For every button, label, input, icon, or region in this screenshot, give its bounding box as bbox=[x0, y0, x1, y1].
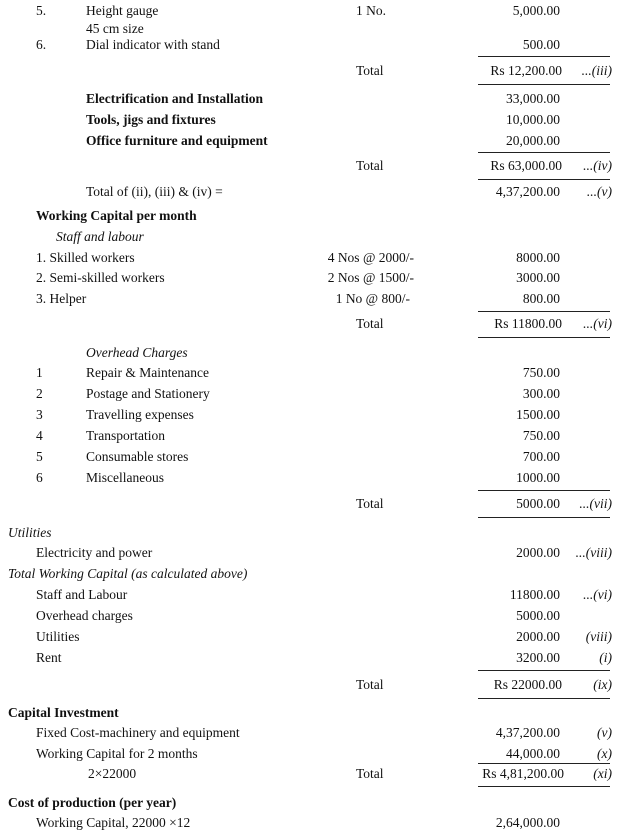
item-ref: ...(viii) bbox=[575, 545, 612, 560]
total-row bbox=[0, 315, 624, 335]
item-description: Staff and Labour bbox=[36, 587, 128, 602]
item-amount: 750.00 bbox=[522, 365, 560, 380]
item-ref: (v) bbox=[597, 725, 612, 740]
item-amount: 700.00 bbox=[522, 449, 560, 464]
item-description: Total of (ii), (iii) & (iv) = bbox=[86, 184, 223, 199]
item-amount: 44,000.00 bbox=[506, 746, 560, 761]
item-amount: 800.00 bbox=[522, 291, 560, 306]
item-description: Height gauge bbox=[86, 3, 159, 18]
rule bbox=[478, 698, 610, 699]
total-ref: (xi) bbox=[593, 766, 612, 781]
item-description: Rent bbox=[36, 650, 62, 665]
item-ref: ...(vi) bbox=[583, 587, 612, 602]
item-quantity: 1 No @ 800/- bbox=[335, 291, 410, 306]
item-number: 2 bbox=[36, 386, 43, 401]
table-row bbox=[0, 90, 624, 110]
table-row bbox=[0, 249, 624, 269]
item-description: 2. Semi-skilled workers bbox=[36, 270, 165, 285]
subsection-heading bbox=[0, 344, 624, 364]
heading-capital-investment: Capital Investment bbox=[8, 705, 119, 720]
heading-working-capital: Working Capital per month bbox=[36, 208, 197, 223]
table-row bbox=[0, 649, 624, 669]
item-amount: 5000.00 bbox=[516, 608, 560, 623]
item-description: Electricity and power bbox=[36, 545, 153, 560]
item-number: 6 bbox=[36, 470, 43, 485]
rule bbox=[478, 670, 610, 671]
item-amount: 4,37,200.00 bbox=[495, 184, 560, 199]
item-amount: 8000.00 bbox=[516, 250, 560, 265]
heading-overhead: Overhead Charges bbox=[86, 345, 188, 360]
rule bbox=[478, 490, 610, 491]
item-amount: 5,000.00 bbox=[512, 3, 560, 18]
item-amount: 750.00 bbox=[522, 428, 560, 443]
item-amount: 4,37,200.00 bbox=[495, 725, 560, 740]
table-row bbox=[0, 111, 624, 131]
item-amount: 3000.00 bbox=[516, 270, 560, 285]
item-number: 1 bbox=[36, 365, 43, 380]
item-amount: 3200.00 bbox=[516, 650, 560, 665]
item-description: Electrification and Installation bbox=[86, 91, 264, 106]
rule bbox=[478, 517, 610, 518]
item-description: Overhead charges bbox=[36, 608, 133, 623]
item-number: 5. bbox=[36, 3, 47, 18]
item-description: Miscellaneous bbox=[86, 470, 164, 485]
item-number: 6. bbox=[36, 37, 47, 52]
table-row bbox=[0, 183, 624, 203]
table-row bbox=[0, 607, 624, 627]
item-quantity: 2 Nos @ 1500/- bbox=[327, 270, 414, 285]
item-quantity: 4 Nos @ 2000/- bbox=[327, 250, 414, 265]
total-row bbox=[0, 765, 624, 785]
total-amount: Rs 11800.00 bbox=[494, 316, 562, 331]
total-row bbox=[0, 157, 624, 177]
table-row bbox=[0, 544, 624, 564]
subsection-heading bbox=[0, 228, 624, 248]
item-number: 4 bbox=[36, 428, 43, 443]
heading-cost-of-production: Cost of production (per year) bbox=[8, 795, 177, 810]
item-amount: 10,000.00 bbox=[506, 112, 560, 127]
total-amount: Rs 4,81,200.00 bbox=[482, 766, 564, 781]
total-ref: ...(iii) bbox=[581, 63, 612, 78]
item-amount: 20,000.00 bbox=[506, 133, 560, 148]
total-row bbox=[0, 676, 624, 696]
section-heading bbox=[0, 565, 624, 585]
rule bbox=[478, 152, 610, 153]
total-row bbox=[0, 495, 624, 515]
total-ref: ...(vii) bbox=[579, 496, 612, 511]
item-amount: 11800.00 bbox=[509, 587, 560, 602]
item-amount: 2,64,000.00 bbox=[495, 815, 560, 830]
item-description: Working Capital for 2 months bbox=[36, 746, 198, 761]
table-row bbox=[0, 724, 624, 744]
table-row bbox=[0, 406, 624, 426]
item-description: Fixed Cost-machinery and equipment bbox=[36, 725, 240, 740]
total-row bbox=[0, 62, 624, 82]
item-ref: ...(v) bbox=[586, 184, 612, 199]
item-amount: 33,000.00 bbox=[506, 91, 560, 106]
item-amount: 1500.00 bbox=[516, 407, 560, 422]
item-number: 3 bbox=[36, 407, 43, 422]
section-heading bbox=[0, 794, 624, 814]
item-description: Transportation bbox=[86, 428, 166, 443]
item-description: 2×22000 bbox=[88, 766, 137, 781]
item-amount: 1000.00 bbox=[516, 470, 560, 485]
item-description: Travelling expenses bbox=[86, 407, 194, 422]
total-label: Total bbox=[356, 316, 384, 331]
item-quantity: 1 No. bbox=[356, 3, 386, 18]
item-description: Consumable stores bbox=[86, 449, 189, 464]
heading-utilities: Utilities bbox=[8, 525, 52, 540]
section-heading bbox=[0, 207, 624, 227]
heading-staff-labour: Staff and labour bbox=[56, 229, 144, 244]
table-row bbox=[0, 448, 624, 468]
total-ref: (ix) bbox=[593, 677, 612, 692]
table-row bbox=[0, 364, 624, 384]
table-row bbox=[0, 2, 624, 22]
rule bbox=[478, 84, 610, 85]
total-label: Total bbox=[356, 496, 384, 511]
item-description: Office furniture and equipment bbox=[86, 133, 268, 148]
rule bbox=[478, 786, 610, 787]
total-label: Total bbox=[356, 158, 384, 173]
item-amount: 300.00 bbox=[522, 386, 560, 401]
item-description: Postage and Stationery bbox=[86, 386, 210, 401]
section-heading bbox=[0, 524, 624, 544]
item-description: Tools, jigs and fixtures bbox=[86, 112, 216, 127]
item-description: Utilities bbox=[36, 629, 80, 644]
table-row bbox=[0, 385, 624, 405]
item-ref: (viii) bbox=[585, 629, 612, 644]
item-description: 3. Helper bbox=[36, 291, 87, 306]
item-number: 5 bbox=[36, 449, 43, 464]
heading-total-working-capital: Total Working Capital (as calculated above) bbox=[8, 566, 248, 581]
table-row bbox=[0, 36, 624, 56]
table-row bbox=[0, 427, 624, 447]
total-label: Total bbox=[356, 677, 384, 692]
item-amount: 500.00 bbox=[522, 37, 560, 52]
item-amount: 2000.00 bbox=[516, 629, 560, 644]
table-row bbox=[0, 586, 624, 606]
total-ref: ...(vi) bbox=[583, 316, 612, 331]
table-row bbox=[0, 814, 624, 834]
total-amount: Rs 22000.00 bbox=[493, 677, 562, 692]
table-row bbox=[0, 269, 624, 289]
rule bbox=[478, 311, 610, 312]
item-description: 1. Skilled workers bbox=[36, 250, 135, 265]
item-description: Dial indicator with stand bbox=[86, 37, 220, 52]
total-label: Total bbox=[356, 63, 384, 78]
table-row bbox=[0, 628, 624, 648]
item-description: Working Capital, 22000 ×12 bbox=[36, 815, 191, 830]
total-amount: Rs 63,000.00 bbox=[490, 158, 562, 173]
table-row bbox=[0, 132, 624, 152]
table-row bbox=[0, 745, 624, 765]
item-ref: (i) bbox=[599, 650, 612, 665]
total-ref: ...(iv) bbox=[583, 158, 612, 173]
rule bbox=[478, 763, 610, 764]
section-heading bbox=[0, 704, 624, 724]
total-amount: 5000.00 bbox=[516, 496, 560, 511]
table-row bbox=[0, 469, 624, 489]
item-amount: 2000.00 bbox=[516, 545, 560, 560]
item-ref: (x) bbox=[597, 746, 612, 761]
item-description: 45 cm size bbox=[86, 21, 144, 36]
rule bbox=[478, 179, 610, 180]
rule bbox=[478, 337, 610, 338]
total-label: Total bbox=[356, 766, 384, 781]
item-description: Repair & Maintenance bbox=[86, 365, 209, 380]
rule bbox=[478, 56, 610, 57]
table-row bbox=[0, 290, 624, 310]
total-amount: Rs 12,200.00 bbox=[490, 63, 562, 78]
